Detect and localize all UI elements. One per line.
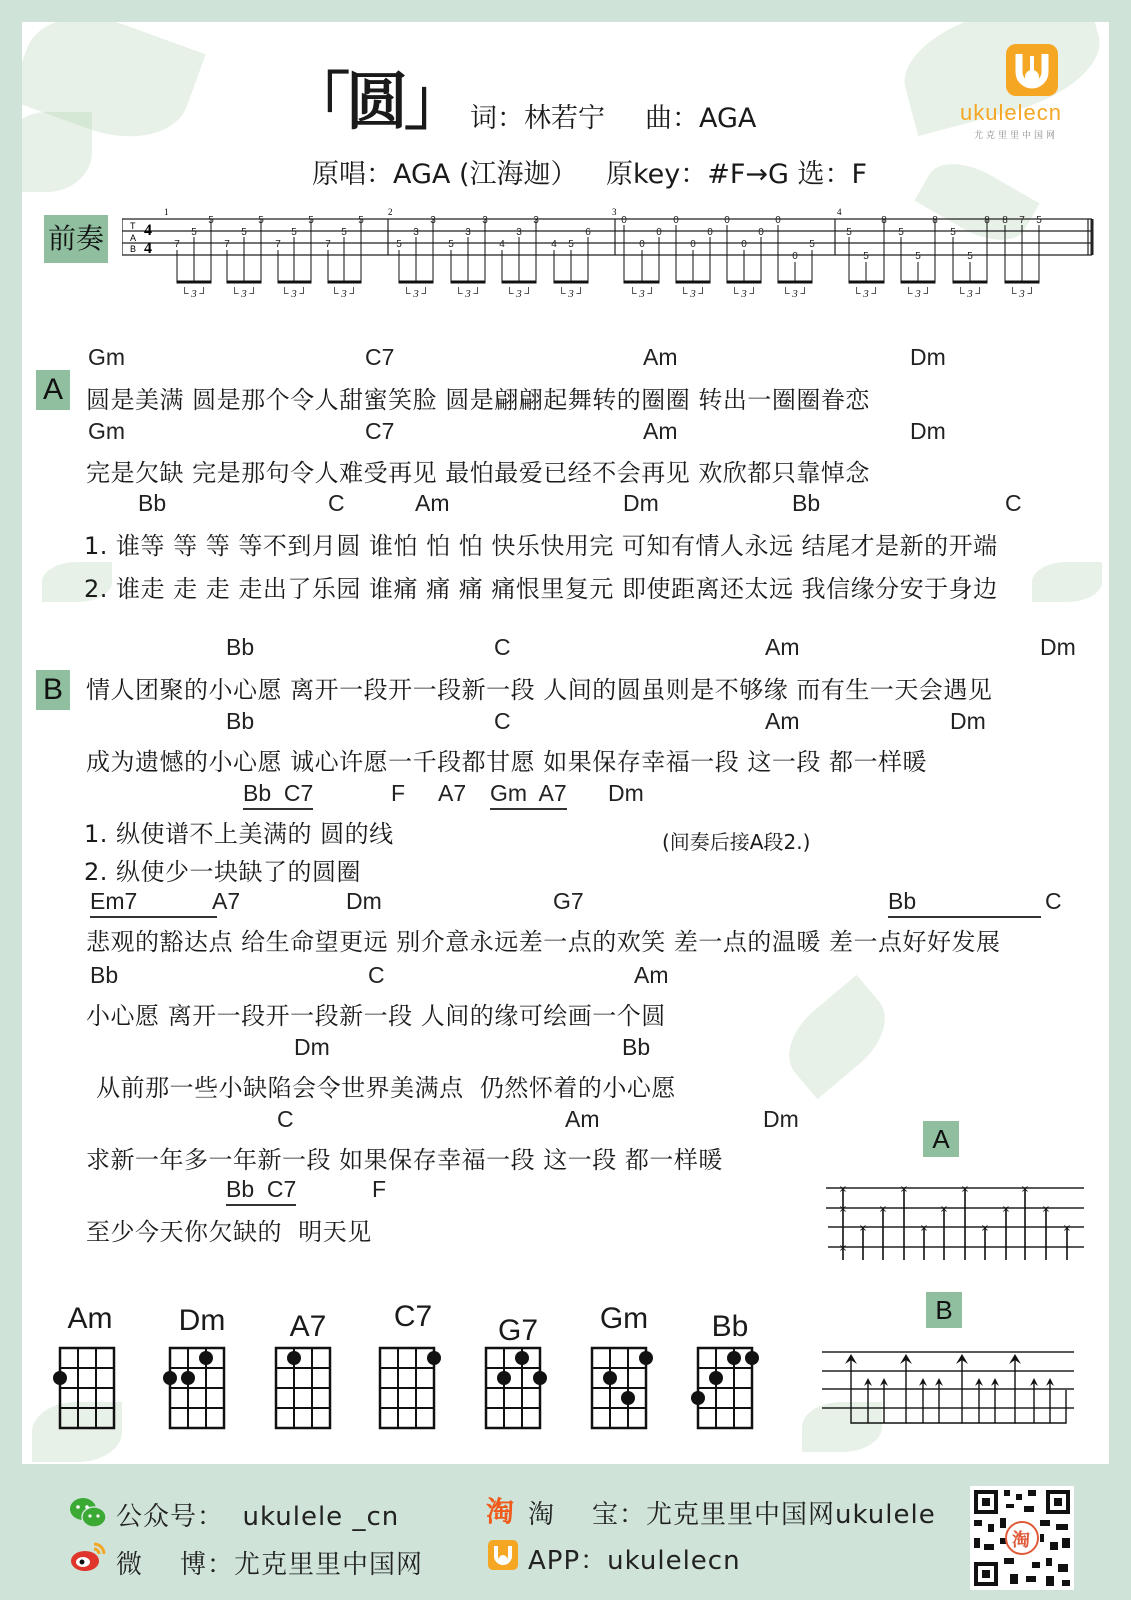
chord: Gm: [88, 418, 126, 444]
svg-text:5: 5: [967, 251, 973, 262]
chord: Dm: [1040, 634, 1076, 660]
svg-text:1: 1: [164, 207, 169, 217]
lyric-line: 1. 谁等 等 等 等不到月圆 谁怕 怕 怕 快乐快用完 可知有情人永远 结尾才是新的开端: [84, 532, 998, 560]
svg-text:└ 3 ┘: └ 3 ┘: [730, 288, 758, 300]
svg-text:└ 3 ┘: └ 3 ┘: [505, 288, 533, 300]
svg-text:×: ×: [838, 1243, 848, 1254]
svg-text:└ 3 ┘: └ 3 ┘: [454, 288, 482, 300]
chord: Dm: [623, 490, 659, 516]
svg-text:3: 3: [612, 207, 617, 217]
svg-text:5: 5: [1036, 215, 1042, 226]
lyric-line: 2. 谁走 走 走 走出了乐园 谁痛 痛 痛 痛恨里复元 即使距离还太远 我信缘分安于身边: [84, 575, 998, 603]
svg-text:3: 3: [413, 227, 419, 238]
svg-text:6: 6: [585, 227, 591, 238]
chord: C: [1045, 888, 1062, 914]
svg-text:×: ×: [1041, 1204, 1051, 1215]
svg-text:×: ×: [838, 1184, 848, 1195]
chord: A7: [212, 888, 241, 914]
svg-text:0: 0: [656, 227, 662, 238]
svg-text:B: B: [130, 244, 137, 254]
taobao-store[interactable]: 淘 宝：尤克里里中国网ukulele: [528, 1500, 936, 1530]
svg-text:0: 0: [775, 215, 781, 226]
svg-text:└ 3 ┘: └ 3 ┘: [781, 288, 809, 300]
svg-text:×: ×: [980, 1223, 990, 1234]
lyric-line: 求新一年多一年新一段 如果保存幸福一段 这一段 都一样暖: [86, 1146, 723, 1174]
svg-text:5: 5: [241, 227, 247, 238]
svg-text:×: ×: [858, 1223, 868, 1234]
section-b-badge: B: [36, 670, 70, 710]
lyric-line: 成为遗憾的小心愿 诚心许愿一千段都甘愿 如果保存幸福一段 这一段 都一样暖: [86, 748, 928, 776]
svg-text:×: ×: [939, 1204, 949, 1215]
svg-text:5: 5: [568, 239, 574, 250]
svg-text:7: 7: [224, 239, 230, 250]
svg-text:5: 5: [341, 227, 347, 238]
chord: Am: [643, 344, 678, 370]
lyric-line: 1. 纵使谱不上美满的 圆的线: [84, 820, 394, 848]
fingerpicking-pattern: [826, 1180, 1086, 1260]
chord: F: [391, 780, 406, 806]
svg-text:7: 7: [1019, 215, 1025, 226]
svg-text:3: 3: [516, 227, 522, 238]
chord: Bb: [138, 490, 167, 516]
svg-text:└ 3 ┘: └ 3 ┘: [852, 288, 880, 300]
chord: C: [368, 962, 385, 988]
qr-taobao-glyph: 淘: [1012, 1530, 1030, 1551]
svg-text:4: 4: [144, 222, 152, 239]
song-title: 「圆」: [288, 65, 463, 138]
svg-text:└ 3 ┘: └ 3 ┘: [180, 288, 208, 300]
pattern-a-badge: A: [923, 1121, 959, 1157]
chord: Am: [634, 962, 669, 988]
chord-diagram-label: Am: [67, 1302, 113, 1335]
lyric-line: 至少今天你欠缺的 明天见: [86, 1218, 372, 1246]
chord: C: [1005, 490, 1022, 516]
chord: Bb: [792, 490, 821, 516]
svg-text:└ 3 ┘: └ 3 ┘: [1008, 288, 1036, 300]
svg-text:5: 5: [396, 239, 402, 250]
svg-text:8: 8: [1002, 215, 1008, 226]
svg-text:×: ×: [919, 1223, 929, 1234]
svg-text:0: 0: [792, 251, 798, 262]
svg-text:0: 0: [690, 239, 696, 250]
svg-text:5: 5: [448, 239, 454, 250]
chord-diagram-label: G7: [497, 1314, 539, 1347]
svg-text:3: 3: [430, 215, 436, 226]
chord: Em7: [90, 888, 217, 918]
svg-text:└ 3 ┘: └ 3 ┘: [628, 288, 656, 300]
svg-text:×: ×: [838, 1204, 848, 1215]
weibo-icon: [68, 1540, 108, 1574]
logo-subtitle: 尤克里里中国网: [974, 131, 1059, 141]
chord-diagram-label: C7: [393, 1300, 433, 1333]
chord-group: Gm A7: [490, 780, 567, 810]
chord: Dm: [608, 780, 644, 806]
svg-text:T: T: [130, 221, 136, 231]
chord: Gm: [88, 344, 126, 370]
chord-diagram-label: Gm: [599, 1302, 649, 1335]
chord: Dm: [763, 1106, 799, 1132]
svg-text:0: 0: [758, 227, 764, 238]
chord: Bb: [226, 708, 255, 734]
svg-text:5: 5: [208, 215, 214, 226]
svg-text:8: 8: [932, 215, 938, 226]
chord-group: Bb C7: [226, 1176, 296, 1206]
chord: C7: [365, 418, 395, 444]
svg-text:3: 3: [465, 227, 471, 238]
svg-text:5: 5: [846, 227, 852, 238]
chord: C: [494, 708, 511, 734]
svg-text:5: 5: [258, 215, 264, 226]
svg-text:3: 3: [482, 215, 488, 226]
svg-text:5: 5: [291, 227, 297, 238]
chord: C7: [365, 344, 395, 370]
chord-diagram-label: Bb: [711, 1310, 749, 1343]
chord: Dm: [910, 418, 946, 444]
svg-text:└ 3 ┘: └ 3 ┘: [557, 288, 585, 300]
svg-text:0: 0: [741, 239, 747, 250]
chord: Bb: [226, 634, 255, 660]
key-info: 原key：#F→G 选：F: [606, 159, 868, 190]
svg-text:8: 8: [881, 215, 887, 226]
svg-text:A: A: [130, 233, 137, 243]
svg-text:8: 8: [984, 215, 990, 226]
chord: Bb: [888, 888, 1041, 918]
svg-text:7: 7: [275, 239, 281, 250]
leaf-decoration: [22, 112, 92, 192]
svg-text:5: 5: [915, 251, 921, 262]
chord: A7: [438, 780, 467, 806]
strumming-pattern: [822, 1350, 1078, 1430]
svg-text:×: ×: [1001, 1204, 1011, 1215]
svg-text:5: 5: [308, 215, 314, 226]
svg-text:×: ×: [1020, 1184, 1030, 1195]
svg-text:×: ×: [1062, 1223, 1072, 1234]
svg-text:└ 3 ┘: └ 3 ┘: [280, 288, 308, 300]
chord: Am: [765, 634, 800, 660]
composer: 曲：AGA: [645, 103, 757, 134]
chord: Am: [643, 418, 678, 444]
chord: G7: [553, 888, 584, 914]
chord-diagrams: [40, 1340, 780, 1440]
chord: Bb: [90, 962, 119, 988]
svg-text:0: 0: [724, 215, 730, 226]
lyric-line: 2. 纵使少一块缺了的圆圈: [84, 858, 362, 886]
lyric-line: 悲观的豁达点 给生命望更远 别介意永远差一点的欢笑 差一点的温暖 差一点好好发展: [86, 928, 1001, 956]
chord: Am: [565, 1106, 600, 1132]
svg-text:×: ×: [960, 1184, 970, 1195]
chord: C: [277, 1106, 294, 1132]
svg-text:└ 3 ┘: └ 3 ┘: [956, 288, 984, 300]
chord: C: [328, 490, 345, 516]
pattern-b-badge: B: [926, 1292, 962, 1328]
chord: Am: [765, 708, 800, 734]
svg-text:└ 3 ┘: └ 3 ┘: [679, 288, 707, 300]
original-info: 原唱：AGA (江海迦）: [312, 159, 578, 190]
chord: Bb: [622, 1034, 651, 1060]
chord: Dm: [950, 708, 986, 734]
svg-text:3: 3: [533, 215, 539, 226]
svg-text:5: 5: [191, 227, 197, 238]
lyric-line: 圆是美满 圆是那个令人甜蜜笑脸 圆是翩翩起舞转的圈圈 转出一圈圈眷恋: [86, 386, 870, 414]
svg-text:4: 4: [837, 207, 842, 217]
svg-text:7: 7: [174, 239, 180, 250]
chord-diagram-label: Dm: [178, 1304, 226, 1337]
lyricist: 词：林若宁: [470, 103, 605, 134]
svg-text:0: 0: [707, 227, 713, 238]
svg-text:5: 5: [809, 239, 815, 250]
svg-text:└ 3 ┘: └ 3 ┘: [330, 288, 358, 300]
intro-badge: 前奏: [44, 215, 108, 263]
ukulelecn-logo-icon: [1006, 44, 1058, 96]
app-icon: [488, 1540, 518, 1570]
chord: Dm: [910, 344, 946, 370]
svg-text:4: 4: [551, 239, 557, 250]
qr-code[interactable]: [970, 1486, 1074, 1590]
svg-text:└ 3 ┘: └ 3 ┘: [402, 288, 430, 300]
svg-text:0: 0: [639, 239, 645, 250]
chord: F: [372, 1176, 387, 1202]
lyric-line: 完是欠缺 完是那句令人难受再见 最怕最爱已经不会再见 欢欣都只靠悼念: [86, 459, 870, 487]
section-a-badge: A: [36, 370, 70, 410]
logo-text: ukulelecn: [960, 100, 1062, 125]
svg-text:5: 5: [863, 251, 869, 262]
svg-text:2: 2: [388, 207, 393, 217]
chord: Am: [415, 490, 450, 516]
svg-text:4: 4: [144, 240, 152, 257]
chord-diagram-label: A7: [289, 1310, 327, 1343]
svg-text:×: ×: [878, 1204, 888, 1215]
svg-text:5: 5: [950, 227, 956, 238]
chord: C: [494, 634, 511, 660]
leaf-decoration: [772, 975, 901, 1099]
svg-text:7: 7: [325, 239, 331, 250]
svg-text:5: 5: [358, 215, 364, 226]
lyric-line: 从前那一些小缺陷会令世界美满点 仍然怀着的小心愿: [88, 1074, 676, 1102]
chord: Dm: [294, 1034, 330, 1060]
app-name[interactable]: APP：ukulelecn: [528, 1546, 741, 1576]
wechat-icon: [68, 1496, 108, 1530]
intro-tablature: [122, 205, 1097, 305]
svg-text:×: ×: [899, 1184, 909, 1195]
svg-text:5: 5: [898, 227, 904, 238]
svg-text:0: 0: [621, 215, 627, 226]
svg-text:4: 4: [499, 239, 505, 250]
taobao-icon: 淘: [486, 1495, 515, 1528]
interlude-note: (间奏后接A段2.): [662, 830, 811, 854]
wechat-account[interactable]: 公众号： ukulele _cn: [116, 1502, 400, 1532]
chord: Dm: [346, 888, 382, 914]
svg-text:0: 0: [673, 215, 679, 226]
svg-text:└ 3 ┘: └ 3 ┘: [904, 288, 932, 300]
chord-group: Bb C7: [243, 780, 313, 810]
lyric-line: 情人团聚的小心愿 离开一段开一段新一段 人间的圆虽则是不够缘 而有生一天会遇见: [86, 676, 993, 704]
lyric-line: 小心愿 离开一段开一段新一段 人间的缘可绘画一个圆: [86, 1002, 666, 1030]
weibo-account[interactable]: 微 博：尤克里里中国网: [116, 1550, 424, 1580]
leaf-decoration: [1032, 562, 1102, 602]
svg-text:└ 3 ┘: └ 3 ┘: [230, 288, 258, 300]
